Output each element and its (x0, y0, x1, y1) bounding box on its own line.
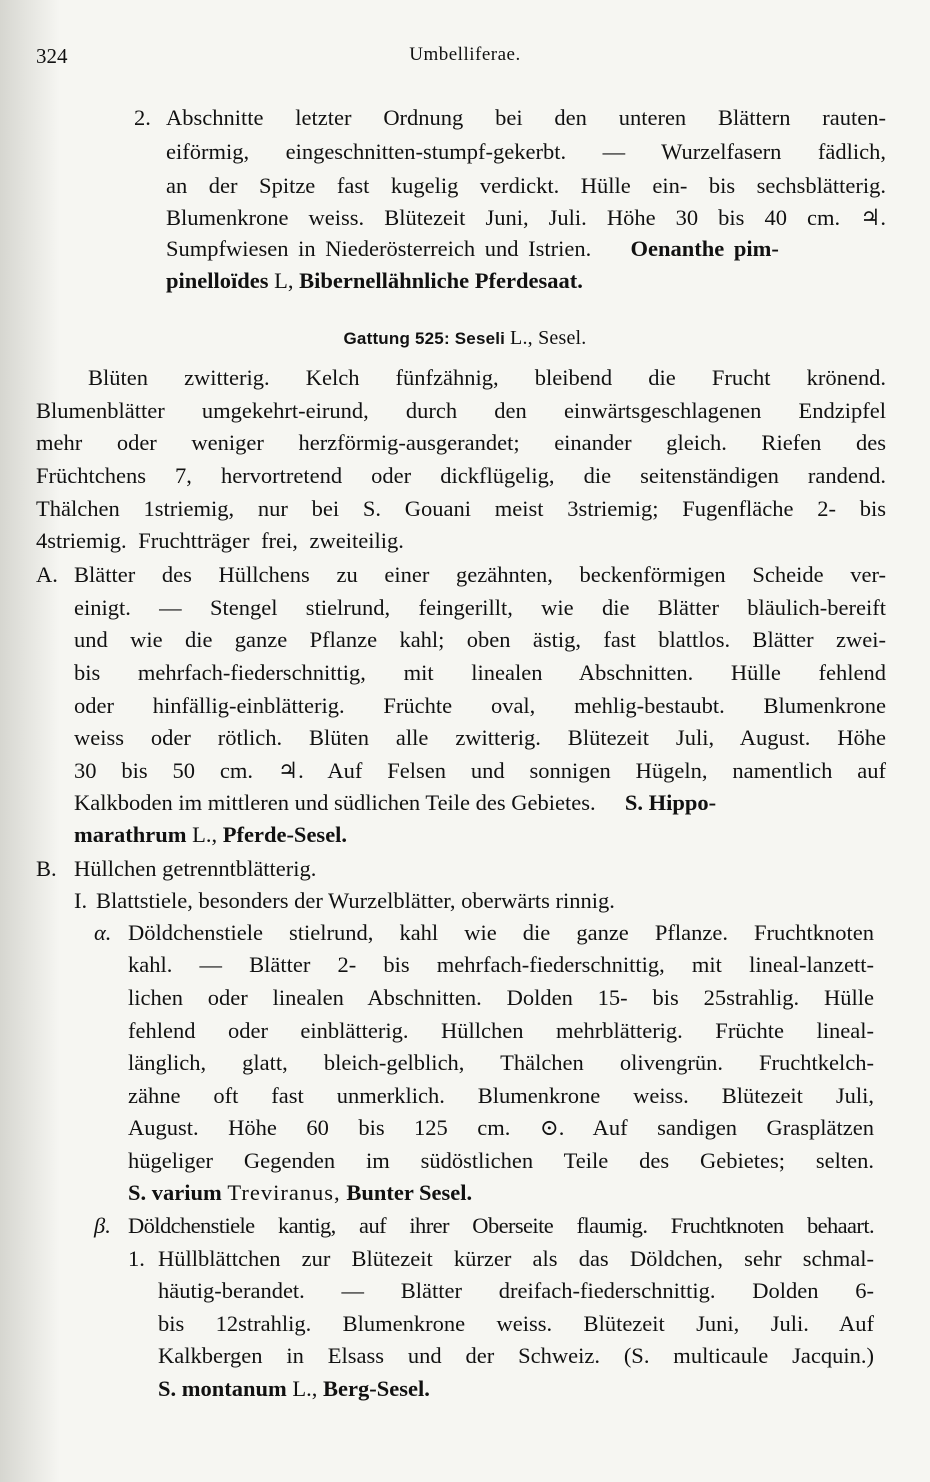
section-a-species-part1: S. Hippo- (624, 790, 717, 815)
section-a-author: L., (192, 822, 218, 847)
section-a-line-7: 30 bis 50 cm. ♃. Auf Felsen und sonnigen Hügeln, namentlich auf (74, 758, 886, 783)
gutter-shadow (0, 0, 60, 1482)
item-1-line-5 (158, 1374, 874, 1404)
item-1-line-3: bis 12strahlig. Blumenkrone weiss. Blütezeit Juni, Juli. Auf (158, 1311, 874, 1336)
section-b-marker: B. (36, 856, 57, 881)
alpha-line-7: August. Höhe 60 bis 125 cm. ⊙. Auf sandigen Grasplätzen (128, 1115, 874, 1140)
alpha-line-2: kahl. — Blätter 2- bis mehrfach-fiederschnittig, mit lineal-lanzett- (128, 952, 874, 977)
genus-desc-line-6: 4striemig. Fruchtträger frei, zweiteilig. (36, 528, 404, 553)
section-a-species-part2: marathrum (74, 822, 187, 847)
item-1-line-2: häutig-berandet. — Blätter dreifach-fiederschnittig. Dolden 6- (158, 1278, 874, 1303)
genus-desc-line-2: Blumenblätter umgekehrt-eirund, durch den einwärtsgeschlagenen Endzipfel (36, 398, 886, 423)
page-header (36, 44, 894, 74)
item-1-line-1: Hüllblättchen zur Blütezeit kürzer als das Döldchen, sehr schmal- (158, 1246, 874, 1271)
alpha-line-9 (128, 1178, 874, 1208)
alpha-line-1: Döldchenstiele stielrund, kahl wie die ganze Pflanze. Fruchtknoten (128, 920, 874, 945)
section-a-line-8 (74, 788, 886, 818)
running-title: Umbelliferae. (409, 44, 521, 65)
item-2-line-4: Blumenkrone weiss. Blütezeit Juni, Juli. Höhe 30 bis 40 cm. ♃. (166, 205, 886, 230)
alpha-common-name: Bunter Sesel. (346, 1180, 473, 1205)
alpha-author: Treviranus, (227, 1180, 341, 1205)
item-2-habitat: Sumpfwiesen in Niederösterreich und Istrien. (166, 236, 592, 261)
genus-desc-line-1: Blüten zwitterig. Kelch fünfzähnig, bleibend die Frucht krönend. (88, 365, 886, 390)
genus-desc-line-3: mehr oder weniger herzförmig-ausgerandet; einander gleich. Riefen des (36, 430, 886, 455)
item-2-common-name: Bibernellähnliche Pferdesaat. (299, 268, 583, 293)
beta-text: Döldchenstiele kantig, auf ihrer Oberseite flaumig. Fruchtknoten behaart. (128, 1213, 874, 1238)
alpha-line-4: fehlend oder einblätterig. Hüllchen mehrblätterig. Früchte lineal- (128, 1018, 874, 1043)
section-b-i-text: Blattstiele, besonders der Wurzelblätter, oberwärts rinnig. (96, 888, 615, 913)
item-1-common-name: Berg-Sesel. (323, 1376, 430, 1401)
section-a-line-1: Blätter des Hüllchens zu einer gezähnten, beckenförmigen Scheide ver- (74, 562, 886, 587)
alpha-line-5: länglich, glatt, bleich-gelblich, Thälchen olivengrün. Fruchtkelch- (128, 1050, 874, 1075)
item-2-species-part2: pinelloïdes (166, 268, 269, 293)
genus-heading (0, 327, 930, 350)
item-1-line-4: Kalkbergen in Elsass und der Schweiz. (S. multicaule Jacquin.) (158, 1343, 874, 1368)
section-a-marker: A. (36, 562, 58, 587)
section-a-line-2: einigt. — Stengel stielrund, feingerillt, wie die Blätter bläulich-bereift (74, 595, 886, 620)
alpha-line-8: hügeliger Gegenden im südöstlichen Teile des Gebietes; selten. (128, 1148, 874, 1173)
item-2-line-2: eiförmig, eingeschnitten-stumpf-gekerbt. — Wurzelfasern fädlich, (166, 139, 886, 164)
item-2-species-part1: Oenanthe pim- (630, 236, 779, 261)
beta-marker: β. (94, 1213, 111, 1238)
section-a-common-name: Pferde-Sesel. (222, 822, 348, 847)
page-number: 324 (36, 44, 68, 68)
section-a-line-4: bis mehrfach-fiederschnittig, mit linealen Abschnitten. Hülle fehlend (74, 660, 886, 685)
alpha-line-3: lichen oder linealen Abschnitten. Dolden 15- bis 25strahlig. Hülle (128, 985, 874, 1010)
alpha-line-6: zähne oft fast unmerklich. Blumenkrone weiss. Blütezeit Juli, (128, 1083, 874, 1108)
genus-heading-name: Seseli (454, 329, 506, 348)
item-1-species: S. montanum (158, 1376, 287, 1401)
item-2-line-1: Abschnitte letzter Ordnung bei den unteren Blättern rauten- (166, 105, 886, 130)
genus-heading-author: L., Sesel. (510, 327, 587, 349)
section-b-i-marker: I. (74, 888, 88, 913)
alpha-species: S. varium (128, 1180, 222, 1205)
section-a-line-3: und wie die ganze Pflanze kahl; oben ästig, fast blattlos. Blätter zwei- (74, 627, 886, 652)
genus-heading-label: Gattung 525: (343, 329, 450, 348)
item-2-line-5 (166, 234, 886, 264)
section-a-habitat: Kalkboden im mittleren und südlichen Teile des Gebietes. (74, 790, 596, 815)
item-1-author: L., (292, 1376, 318, 1401)
item-2-line-3: an der Spitze fast kugelig verdickt. Hülle ein- bis sechsblätterig. (166, 173, 886, 198)
section-a-line-5: oder hinfällig-einblätterig. Früchte oval, mehlig-bestaubt. Blumenkrone (74, 693, 886, 718)
item-2-author: L, (274, 268, 294, 293)
genus-desc-line-4: Früchtchens 7, hervortretend oder dickflügelig, die seitenständigen randend. (36, 463, 886, 488)
item-2-line-6 (166, 266, 886, 296)
item-2-number: 2. (134, 105, 151, 130)
section-a-line-6: weiss oder rötlich. Blüten alle zwitterig. Blütezeit Juli, August. Höhe (74, 725, 886, 750)
genus-desc-line-5: Thälchen 1striemig, nur bei S. Gouani meist 3striemig; Fugenfläche 2- bis (36, 496, 886, 521)
item-1-marker: 1. (128, 1246, 145, 1271)
section-b-text: Hüllchen getrenntblätterig. (74, 856, 317, 881)
section-a-line-9 (74, 820, 886, 850)
alpha-marker: α. (94, 920, 112, 945)
